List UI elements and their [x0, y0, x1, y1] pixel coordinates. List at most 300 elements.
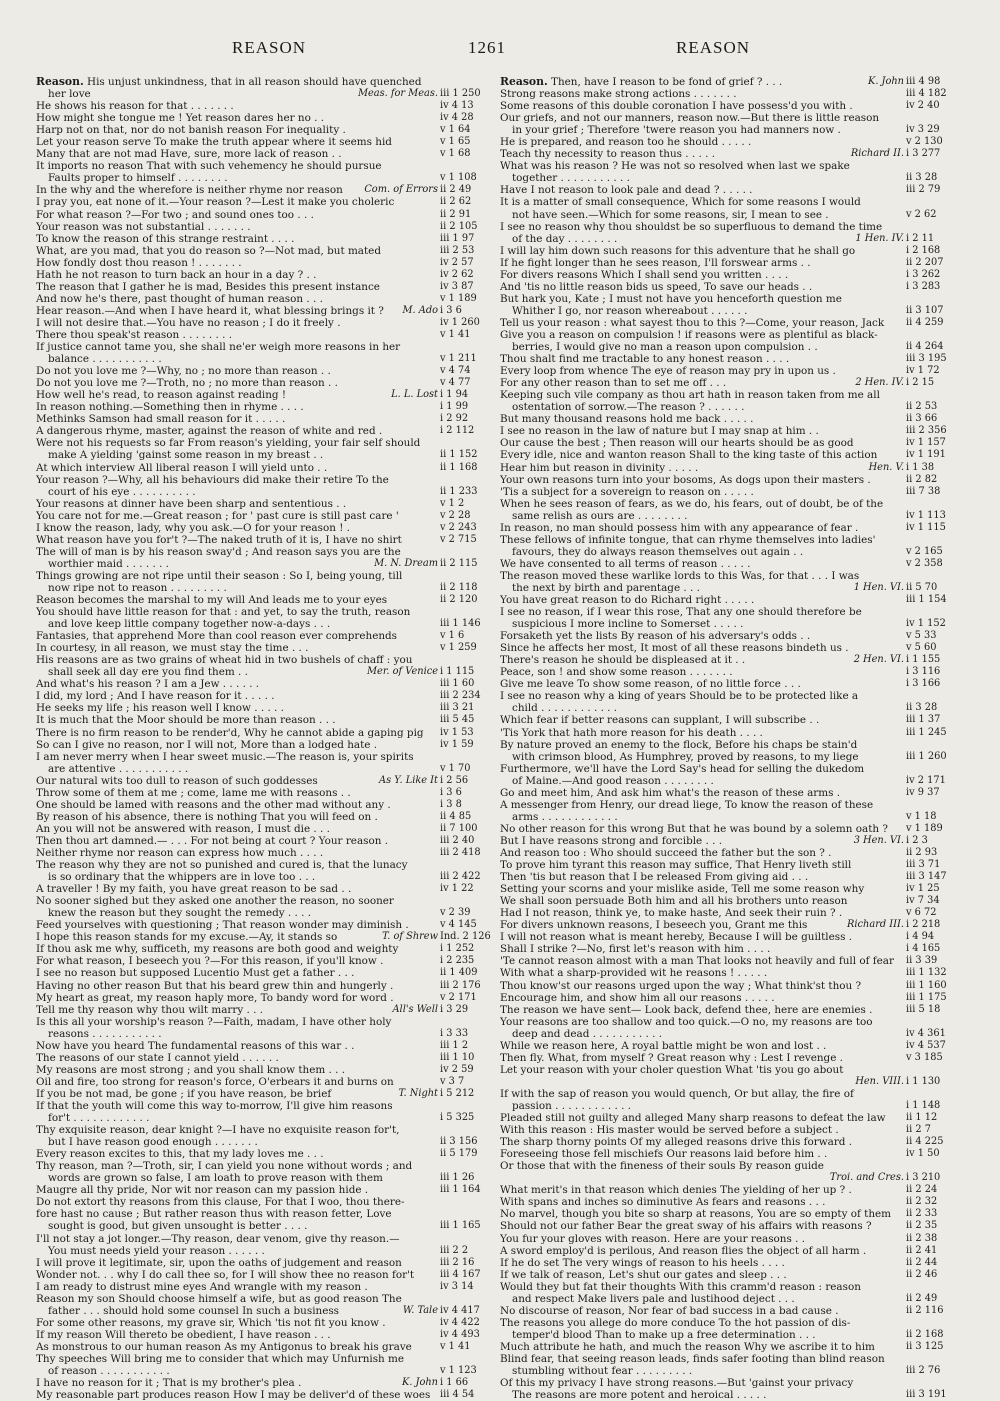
act-scene-line-ref: iii 5 18 [904, 1004, 962, 1016]
act-scene-line-ref: i 3 6 [438, 787, 496, 799]
act-scene-line-ref: v 3 185 [904, 1052, 962, 1064]
act-scene-line-ref: ii 3 28 [904, 702, 962, 714]
quotation-text: Do not you love me ?—Why, no ; no more than reason . . [36, 365, 331, 378]
act-scene-line-ref: iv 4 422 [438, 1317, 496, 1329]
quotation-text: A messenger from Henry, our dread liege, To know the reason of these [500, 798, 874, 811]
act-scene-line-ref: ii 3 28 [904, 172, 962, 184]
concordance-line [36, 1220, 496, 1232]
concordance-line [500, 305, 962, 317]
quotation-text: To prove him tyrant this reason may suffice, That Henry liveth still [500, 859, 852, 872]
concordance-line [36, 462, 496, 474]
quotation-text: If thou ask me why, sufficeth, my reasons are both good and weighty [36, 943, 399, 956]
concordance-line [500, 787, 962, 799]
act-scene-line-ref: v 5 33 [904, 630, 962, 642]
concordance-line [36, 136, 496, 148]
play-title: Mer. of Venice [366, 666, 438, 678]
quotation-text: I did, my lord ; And I have reason for it . . . . . [36, 690, 275, 703]
quotation-text: child . . . . . . . . . . . . [512, 702, 618, 715]
concordance-line [36, 257, 496, 269]
quotation-text: No sooner sighed but they asked one another the reason, no sooner [36, 895, 394, 908]
concordance-line [500, 486, 962, 498]
quotation-text: in your grief ; Therefore 'twere reason you had manners now . [512, 124, 841, 137]
act-scene-line-ref: ii 2 82 [904, 474, 962, 486]
concordance-line [500, 1028, 962, 1040]
quotation-text: Your own reasons turn into your bosoms, As dogs upon their masters . [500, 473, 871, 486]
act-scene-line-ref: iv 2 171 [904, 775, 962, 787]
act-scene-line-ref: ii 4 85 [438, 811, 496, 823]
concordance-line [36, 449, 496, 461]
quotation-text: One should be lamed with reasons and the other mad without any . [36, 798, 391, 811]
concordance-line [36, 377, 496, 389]
quotation-text: I'll not stay a jot longer.—Thy reason, dear venom, give thy reason.— [36, 1232, 400, 1245]
concordance-line [36, 233, 496, 245]
quotation-text: make A yielding 'gainst some reason in my breast . . [48, 449, 324, 462]
act-scene-line-ref: iii 2 2 [438, 1245, 496, 1257]
quotation-text: What, are you mad, that you do reason so ?—Not mad, but mated [36, 244, 381, 257]
quotation-text: When he sees reason of fears, as we do, his fears, out of doubt, be of the [500, 497, 884, 510]
act-scene-line-ref: iii 1 146 [438, 618, 496, 630]
quotation-text: I have no reason for it ; That is my brother's plea . [36, 1377, 302, 1390]
quotation-text: The reasons you allege do more conduce To the hot passion of dis- [500, 1316, 851, 1329]
concordance-line [36, 76, 496, 88]
quotation-text: I am never merry when I hear sweet music.—The reason is, your spirits [36, 750, 414, 763]
concordance-line [500, 1196, 962, 1208]
act-scene-line-ref: ii 1 233 [438, 486, 496, 498]
play-title: As Y. Like It [379, 774, 438, 786]
quotation-text: Should not our father Bear the great sway of his affairs with reasons ? [500, 1220, 872, 1233]
quotation-text: 'Te cannot reason almost with a man That looks not heavily and full of fear [500, 955, 894, 968]
concordance-line [500, 88, 962, 100]
act-scene-line-ref: iii 3 147 [904, 871, 962, 883]
act-scene-line-ref: ii 4 264 [904, 341, 962, 353]
act-scene-line-ref: i 1 115 [438, 666, 496, 678]
quotation-text: and respect Make livers pale and lustihood deject . . . [512, 1292, 795, 1305]
concordance-line [500, 967, 962, 979]
act-scene-line-ref: iii 7 38 [904, 486, 962, 498]
act-scene-line-ref: ii 7 100 [438, 823, 496, 835]
concordance-line [500, 992, 962, 1004]
act-scene-line-ref: ii 4 225 [904, 1136, 962, 1148]
act-scene-line-ref: ii 4 259 [904, 317, 962, 329]
quotation-text: Pleaded still not guilty and alleged Many sharp reasons to defeat the law [500, 1112, 886, 1125]
quotation-text: Encourage him, and show him all our reasons . . . . . [500, 991, 775, 1004]
quotation-text: Wonder not. . . why I do call thee so, for I will show thee no reason for't [36, 1268, 415, 1281]
act-scene-line-ref: iii 2 176 [438, 980, 496, 992]
quotation-text: Setting your scorns and your mislike aside, Tell me some reason why [500, 883, 865, 896]
concordance-line [36, 558, 496, 570]
act-scene-line-ref: ii 3 125 [904, 1341, 962, 1353]
act-scene-line-ref: i 1 66 [438, 1377, 496, 1389]
play-title: Hen. VIII. [855, 1075, 904, 1087]
play-title: 1 Hen. IV. [855, 232, 904, 244]
concordance-line [36, 847, 496, 859]
act-scene-line-ref: ii 2 49 [904, 1293, 962, 1305]
quotation-text: Your reason ?—Why, all his behaviours did make their retire To the [36, 473, 389, 486]
quotation-text: But hark you, Kate ; I must not have you henceforth question me [500, 292, 842, 305]
quotation-text: How fondly dost thou reason ! . . . . . . . [36, 256, 242, 269]
act-scene-line-ref: i 1 130 [904, 1076, 962, 1088]
page-header [0, 38, 1000, 62]
act-scene-line-ref: iv 2 40 [904, 100, 962, 112]
concordance-line [500, 546, 962, 558]
concordance-line [500, 425, 962, 437]
concordance-line [500, 437, 962, 449]
concordance-line [36, 594, 496, 606]
quotation-text: While we reason here, A royal battle might be won and lost . . [500, 1039, 827, 1052]
concordance-line [36, 1016, 496, 1028]
concordance-line [500, 1124, 962, 1136]
concordance-line [500, 196, 962, 208]
play-title: T. Night [398, 1087, 438, 1099]
quotation-text: If he fight longer than he sees reason, I'll forswear arms . . [500, 256, 811, 269]
quotation-text: I will prove it legitimate, sir, upon the oaths of judgement and reason [36, 1256, 402, 1269]
act-scene-line-ref: ii 2 105 [438, 221, 496, 233]
concordance-line [36, 1293, 496, 1305]
concordance-line [500, 1040, 962, 1052]
quotation-text: the next by birth and parentage . . . [512, 581, 700, 594]
concordance-line [36, 100, 496, 112]
concordance-line [500, 654, 962, 666]
act-scene-line-ref: iv 1 25 [904, 883, 962, 895]
concordance-line [36, 618, 496, 630]
concordance-line [36, 799, 496, 811]
quotation-text: of Maine.—And good reason . . . . . . . . [512, 774, 714, 787]
quotation-text: How might she tongue me ! Yet reason dares her no . . [36, 112, 325, 125]
quotation-text: Forsaketh yet the lists By reason of his adversary's odds . . [500, 630, 811, 643]
act-scene-line-ref: i 2 15 [904, 377, 962, 389]
act-scene-line-ref: ii 3 107 [904, 305, 962, 317]
act-scene-line-ref: Ind. 2 126 [438, 931, 496, 943]
act-scene-line-ref: iv 4 13 [438, 100, 496, 112]
quotation-text: How well he's read, to reason against reading ! [36, 389, 287, 402]
quotation-text: her love [48, 88, 91, 101]
concordance-line [500, 714, 962, 726]
quotation-text: The will of man is by his reason sway'd ; And reason says you are the [36, 545, 401, 558]
quotation-text: stumbling without fear . . . . . . . . . [512, 1365, 693, 1378]
quotation-text: I pray you, eat none of it.—Your reason ?—Lest it make you choleric [36, 196, 395, 209]
quotation-text: Our natural wits too dull to reason of such goddesses [36, 774, 318, 787]
concordance-line [36, 823, 496, 835]
quotation-text: You fur your gloves with reason. Here are your reasons . . [500, 1232, 806, 1245]
act-scene-line-ref: v 2 243 [438, 522, 496, 534]
concordance-line [36, 992, 496, 1004]
quotation-text: Throw some of them at me ; come, lame me with reasons . . [36, 786, 351, 799]
act-scene-line-ref: v 2 358 [904, 558, 962, 570]
concordance-line [36, 341, 496, 353]
quotation-text: Much attribute he hath, and much the reason Why we ascribe it to him [500, 1340, 875, 1353]
quotation-text: of reason . . . . . . . . . . . [48, 1365, 170, 1378]
act-scene-line-ref: ii 2 24 [904, 1184, 962, 1196]
quotation-text: I am ready to distrust mine eyes And wrangle with my reason . [36, 1280, 368, 1293]
concordance-line [36, 1208, 496, 1220]
quotation-text: I will not desire that.—You have no reason ; I do it freely . [36, 316, 341, 329]
concordance-line [36, 739, 496, 751]
quotation-text: knew the reason but they sought the remedy . . . . [48, 907, 312, 920]
quotation-text: not have seen.—Which for some reasons, sir, I mean to see . [512, 208, 829, 221]
concordance-line [500, 341, 962, 353]
quotation-text: Tell me thy reason why thou wilt marry . . . [36, 1003, 264, 1016]
quotation-text: Hath he not reason to turn back an hour in a day ? . . [36, 268, 317, 281]
quotation-text: If my reason Will thereto be obedient, I have reason . . . [36, 1328, 331, 1341]
act-scene-line-ref: iv 2 57 [438, 257, 496, 269]
quotation-text: Faults proper to himself . . . . . . . . [48, 172, 228, 185]
act-scene-line-ref: v 1 108 [438, 172, 496, 184]
act-scene-line-ref: ii 3 66 [904, 413, 962, 425]
concordance-line [500, 1076, 962, 1088]
concordance-line [500, 1016, 962, 1028]
concordance-line [500, 690, 962, 702]
quotation-text: But many thousand reasons hold me back . . . . . [500, 413, 754, 426]
concordance-line [500, 594, 962, 606]
act-scene-line-ref: ii 2 120 [438, 594, 496, 606]
concordance-line [500, 702, 962, 714]
concordance-line [500, 895, 962, 907]
concordance-line [36, 160, 496, 172]
quotation-text: Furthermore, we'll have the Lord Say's head for selling the dukedom [500, 762, 865, 775]
act-scene-line-ref: ii 2 207 [904, 257, 962, 269]
act-scene-line-ref: ii 5 179 [438, 1148, 496, 1160]
concordance-line [36, 1281, 496, 1293]
act-scene-line-ref: i 1 148 [904, 1100, 962, 1112]
act-scene-line-ref: ii 1 409 [438, 967, 496, 979]
concordance-line [500, 365, 962, 377]
act-scene-line-ref: ii 2 46 [904, 1269, 962, 1281]
concordance-line [500, 1353, 962, 1365]
concordance-line [500, 401, 962, 413]
quotation-text: If that the youth will come this way to-morrow, I'll give him reasons [36, 1099, 393, 1112]
concordance-line [36, 1245, 496, 1257]
quotation-text: The reason we have sent— Look back, defend thee, here are enemies . [500, 1003, 873, 1016]
left-column [36, 76, 496, 1401]
quotation-text: 'Tis a subject for a sovereign to reason on . . . . . [500, 485, 754, 498]
concordance-line [36, 1257, 496, 1269]
act-scene-line-ref: iv 1 260 [438, 317, 496, 329]
quotation-text: Then 'tis but reason that I be released From giving aid . . . [500, 871, 809, 884]
act-scene-line-ref: iii 2 422 [438, 871, 496, 883]
concordance-line [36, 751, 496, 763]
concordance-line [36, 1365, 496, 1377]
quotation-text: Teach thy necessity to reason thus . . . . . [500, 148, 716, 161]
quotation-text: Having no other reason But that his beard grew thin and hungerly . [36, 979, 394, 992]
act-scene-line-ref: v 3 7 [438, 1076, 496, 1088]
quotation-text: An you will not be answered with reason, I must die . . . [36, 822, 330, 835]
concordance-line [36, 486, 496, 498]
concordance-line [36, 1052, 496, 1064]
concordance-line [500, 835, 962, 847]
quotation-text: I see no reason in the law of nature but I may snap at him . . [500, 425, 819, 438]
quotation-text: What was his reason ? He was not so resolved when last we spake [500, 160, 850, 173]
quotation-text: Thy reason, man ?—Troth, sir, I can yield you none without words ; and [36, 1160, 413, 1173]
quotation-text: Every reason excites to this, that my lady loves me . . . [36, 1148, 324, 1161]
quotation-text: Reason my son Should choose himself a wife, but as good reason The [36, 1292, 402, 1305]
quotation-text: passion . . . . . . . . . . . . [512, 1099, 632, 1112]
concordance-line [500, 522, 962, 534]
act-scene-line-ref: ii 2 32 [904, 1196, 962, 1208]
page-number: 1261 [468, 38, 506, 57]
concordance-line [36, 269, 496, 281]
concordance-line [500, 1100, 962, 1112]
act-scene-line-ref: ii 2 49 [438, 184, 496, 196]
act-scene-line-ref: iii 3 71 [904, 859, 962, 871]
act-scene-line-ref: i 3 6 [438, 305, 496, 317]
concordance-line [36, 148, 496, 160]
act-scene-line-ref: ii 2 7 [904, 1124, 962, 1136]
play-title: Richard III. [847, 919, 904, 931]
quotation-text: In reason, no man should possess him with any appearance of fear . [500, 521, 859, 534]
quotation-text: Our griefs, and not our manners, reason now.—But there is little reason [500, 112, 880, 125]
concordance-line [36, 1269, 496, 1281]
concordance-line [500, 1305, 962, 1317]
act-scene-line-ref: iv 1 152 [904, 618, 962, 630]
act-scene-line-ref: v 2 62 [904, 209, 962, 221]
act-scene-line-ref: v 1 211 [438, 353, 496, 365]
concordance-line [36, 1004, 496, 1016]
concordance-line [36, 1124, 496, 1136]
concordance-line [36, 1112, 496, 1124]
act-scene-line-ref: v 2 28 [438, 510, 496, 522]
act-scene-line-ref: ii 1 152 [438, 449, 496, 461]
play-title: K. John [402, 1377, 438, 1389]
act-scene-line-ref: i 4 94 [904, 931, 962, 943]
quotation-text: Thy exquisite reason, dear knight ?—I have no exquisite reason for't, [36, 1124, 400, 1137]
quotation-text: Since he affects her most, It most of all these reasons bindeth us . [500, 642, 849, 655]
quotation-text: Thy speeches Will bring me to consider that which may Unfurnish me [36, 1352, 405, 1365]
concordance-line [36, 510, 496, 522]
act-scene-line-ref: iv 1 115 [904, 522, 962, 534]
concordance-line [36, 1377, 496, 1389]
concordance-line [500, 907, 962, 919]
concordance-line [36, 425, 496, 437]
act-scene-line-ref: v 1 70 [438, 763, 496, 775]
act-scene-line-ref: iii 1 245 [904, 727, 962, 739]
act-scene-line-ref: i 2 112 [438, 425, 496, 437]
concordance-line [36, 353, 496, 365]
act-scene-line-ref: i 2 56 [438, 775, 496, 787]
act-scene-line-ref: iii 2 356 [904, 425, 962, 437]
quotation-text: A traveller ! By my faith, you have great reason to be sad . . [36, 883, 352, 896]
concordance-line [500, 293, 962, 305]
concordance-line [36, 172, 496, 184]
act-scene-line-ref: iii 4 54 [438, 1389, 496, 1401]
quotation-text: Thou shalt find me tractable to any honest reason . . . . [500, 353, 790, 366]
quotation-text: If justice cannot tame you, she shall ne'er weigh more reasons in her [36, 341, 401, 354]
play-title: Meas. for Meas. [357, 88, 438, 100]
quotation-text: Give me leave To show some reason, of no little force . . . [500, 678, 801, 691]
concordance-line [36, 1184, 496, 1196]
quotation-text: Had I not reason, think ye, to make haste, And seek their ruin ? . [500, 907, 843, 920]
concordance-line [36, 919, 496, 931]
concordance-line [36, 787, 496, 799]
concordance-line [500, 570, 962, 582]
concordance-line [36, 498, 496, 510]
quotation-text: Then thou art damned.— . . . For not being at court ? Your reason . [36, 834, 389, 847]
concordance-line [36, 413, 496, 425]
concordance-line [500, 883, 962, 895]
quotation-text: Now have you heard The fundamental reasons of this war . . [36, 1039, 355, 1052]
quotation-text: The reason moved these warlike lords to this Was, for that . . . I was [500, 569, 860, 582]
act-scene-line-ref: v 1 189 [904, 823, 962, 835]
act-scene-line-ref: iii 1 154 [904, 594, 962, 606]
concordance-line [500, 136, 962, 148]
act-scene-line-ref: iv 2 62 [438, 269, 496, 281]
act-scene-line-ref: iii 1 165 [438, 1220, 496, 1232]
concordance-line [500, 955, 962, 967]
quotation-text: My reasonable part produces reason How I may be deliver'd of these woes [36, 1389, 431, 1401]
act-scene-line-ref: v 1 6 [438, 630, 496, 642]
quotation-text: Do not you love me ?—Troth, no ; no more than reason . . [36, 377, 338, 390]
act-scene-line-ref: ii 2 44 [904, 1257, 962, 1269]
quotation-text: Shall I strike ?—No, first let's reason with him . . . . [500, 943, 771, 956]
quotation-text: There thou speak'st reason . . . . . . . . [36, 328, 233, 341]
concordance-line [36, 305, 496, 317]
concordance-line [500, 1377, 962, 1389]
act-scene-line-ref: iii 1 10 [438, 1052, 496, 1064]
act-scene-line-ref: iii 4 182 [904, 88, 962, 100]
act-scene-line-ref: ii 2 62 [438, 196, 496, 208]
quotation-text: In the why and the wherefore is neither rhyme nor reason [36, 184, 343, 197]
act-scene-line-ref: v 4 145 [438, 919, 496, 931]
quotation-text: Reason. His unjust unkindness, that in all reason should have quenched [36, 76, 422, 88]
quotation-text: and love keep little company together now-a-days . . . [48, 618, 331, 631]
concordance-line [36, 124, 496, 136]
concordance-line [500, 1148, 962, 1160]
play-title: 3 Hen. VI. [853, 834, 904, 846]
quotation-text: At which interview All liberal reason I will yield unto . . [36, 461, 328, 474]
play-title: Com. of Errors [364, 184, 438, 196]
concordance-line [36, 474, 496, 486]
concordance-line [500, 727, 962, 739]
act-scene-line-ref: iii 5 45 [438, 714, 496, 726]
quotation-text: Let your reason with your choler question What 'tis you go about [500, 1063, 844, 1076]
act-scene-line-ref: iii 1 26 [438, 1172, 496, 1184]
concordance-line [500, 606, 962, 618]
quotation-text: Blind fear, that seeing reason leads, finds safer footing than blind reason [500, 1352, 885, 1365]
quotation-text: now ripe not to reason . . . . . . . . . [48, 581, 227, 594]
act-scene-line-ref: ii 3 156 [438, 1136, 496, 1148]
act-scene-line-ref: i 4 165 [904, 943, 962, 955]
act-scene-line-ref: v 1 41 [438, 329, 496, 341]
quotation-text: With this reason : His master would be served before a subject . [500, 1124, 839, 1137]
quotation-text: court of his eye . . . . . . . . . . [48, 485, 196, 498]
quotation-text: Would they but fat their thoughts With this cramm'd reason : reason [500, 1280, 861, 1293]
concordance-line [500, 233, 962, 245]
concordance-line [500, 1281, 962, 1293]
quotation-text: Methinks Samson had small reason for it . . . . . [36, 413, 286, 426]
act-scene-line-ref: iii 2 234 [438, 690, 496, 702]
quotation-text: Every idle, nice and wanton reason Shall to the king taste of this action [500, 449, 878, 462]
act-scene-line-ref: v 1 68 [438, 148, 496, 160]
concordance-line [36, 184, 496, 196]
concordance-line [500, 209, 962, 221]
quotation-text: ostentation of sorrow.—The reason ? . . . . . . [512, 401, 745, 414]
concordance-line [36, 955, 496, 967]
act-scene-line-ref: iii 2 418 [438, 847, 496, 859]
concordance-line [36, 293, 496, 305]
concordance-line [36, 859, 496, 871]
concordance-line [500, 124, 962, 136]
quotation-text: He seeks my life ; his reason well I know . . . . . [36, 702, 284, 715]
quotation-text: No discourse of reason, Nor fear of bad success in a bad cause . [500, 1304, 839, 1317]
act-scene-line-ref: i 2 235 [438, 955, 496, 967]
concordance-line [500, 510, 962, 522]
quotation-text: I see no reason why thou shouldst be so superfluous to demand the time [500, 220, 883, 233]
quotation-text: The reason why they are not so punished and cured is, that the lunacy [36, 859, 408, 872]
quotation-text: Or those that with the fineness of their souls By reason guide [500, 1160, 824, 1173]
quotation-text: deep and dead . . . . . . . . . . . [512, 1027, 663, 1040]
act-scene-line-ref: ii 2 38 [904, 1233, 962, 1245]
concordance-line [36, 871, 496, 883]
act-scene-line-ref: iii 2 76 [904, 1365, 962, 1377]
